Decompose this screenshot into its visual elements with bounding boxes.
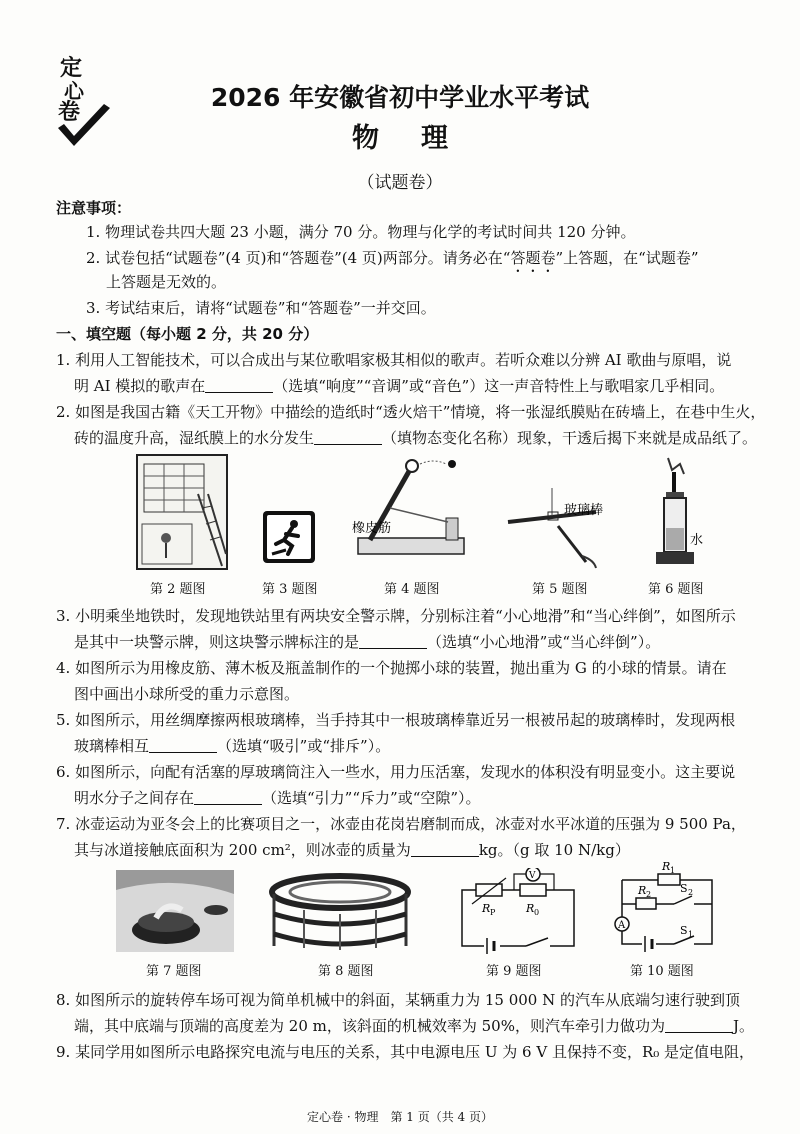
figure-caption: 第 3 题图 xyxy=(262,582,318,597)
question-text: 玻璃棒相互 （选填“吸引”或“排斥”）。 xyxy=(74,737,391,755)
label-r0: R xyxy=(526,902,535,915)
notice-heading: 注意事项： xyxy=(56,199,132,217)
answer-blank[interactable] xyxy=(194,790,262,805)
label-r1: R xyxy=(662,860,671,873)
question-text: 2. 如图是我国古籍《天工开物》中描绘的造纸时“透火焙干”情境，将一张湿纸膜贴在砖墙上，在巷中生火， xyxy=(56,403,766,421)
question-text: 3. 小明乘坐地铁时，发现地铁站里有两块安全警示牌，分别标注着“小心地滑”和“当心绊倒”，如图所示 xyxy=(56,607,736,625)
question-text: 其与冰道接触底面积为 200 cm²，则冰壶的质量为 kg。（g 取 10 N/kg） xyxy=(74,841,630,859)
svg-text:2: 2 xyxy=(646,890,652,899)
svg-text:1: 1 xyxy=(688,930,694,939)
question-text: 图中画出小球所受的重力示意图。 xyxy=(74,685,300,703)
question-text: 6. 如图所示，向配有活塞的厚玻璃筒注入一些水，用力压活塞，发现水的体积没有明显变小。这主要说 xyxy=(56,763,736,781)
question-text: 是其中一块警示牌，则这块警示牌标注的是 （选填“小心地滑”或“当心绊倒”）。 xyxy=(74,633,661,651)
svg-text:1: 1 xyxy=(670,866,676,875)
figure-glass-rods xyxy=(506,486,616,570)
label-rp: R xyxy=(482,902,491,915)
label-s1: S xyxy=(680,924,688,937)
question-text: 5. 如图所示，用丝绸摩擦两根玻璃棒，当手持其中一根玻璃棒靠近另一根被吊起的玻璃棒时，发现两根 xyxy=(56,711,736,729)
figure-parking-spiral xyxy=(264,870,412,952)
figure-caption: 第 10 题图 xyxy=(630,964,694,979)
svg-text:0: 0 xyxy=(534,908,540,917)
label-water: 水 xyxy=(690,533,704,548)
figure-catapult xyxy=(350,458,470,566)
figure-caption: 第 8 题图 xyxy=(318,964,374,979)
figure-caption: 第 6 题图 xyxy=(648,582,704,597)
answer-blank[interactable] xyxy=(149,738,217,753)
figure-caption: 第 5 题图 xyxy=(532,582,588,597)
notice-item: 3. 考试结束后，请将“试题卷”和“答题卷”一并交回。 xyxy=(86,299,436,317)
question-text: 端，其中底端与顶端的高度差为 20 m，该斜面的机械效率为 50%，则汽车牵引力做功为 J。 xyxy=(74,1017,754,1035)
notice-item: 2. 试卷包括“试题卷”(4 页)和“答题卷”(4 页)两部分。请务必在“答题卷”上答题，在“试题卷” xyxy=(86,249,699,267)
stamp-char: 心 xyxy=(64,79,84,103)
stamp-char: 卷 xyxy=(58,100,81,125)
figure-caption: 第 9 题图 xyxy=(486,964,542,979)
emphasis-text: 答题卷 xyxy=(510,249,556,267)
question-text: 明水分子之间存在 （选填“引力”“斥力”或“空隙”）。 xyxy=(74,789,481,807)
label-s2: S xyxy=(680,882,688,895)
page-footer: 定心卷 · 物理 第 1 页（共 4 页） xyxy=(307,1110,493,1124)
voltmeter-icon: V xyxy=(529,871,536,881)
figure-curling xyxy=(116,870,234,952)
exam-title: 2026 年安徽省初中学业水平考试 xyxy=(210,83,590,112)
question-text: 8. 如图所示的旋转停车场可视为简单机械中的斜面，某辆重力为 15 000 N 的汽车从底端匀速行驶到顶 xyxy=(56,991,740,1009)
notice-item: 上答题是无效的。 xyxy=(106,273,227,291)
question-text: 4. 如图所示为用橡皮筋、薄木板及瓶盖制作的一个抛掷小球的装置，抛出重为 G 的小球的情景。请在 xyxy=(56,659,727,677)
notice-item: 1. 物理试卷共四大题 23 小题，满分 70 分。物理与化学的考试时间共 120 分钟。 xyxy=(86,223,636,241)
question-text: 1. 利用人工智能技术，可以合成出与某位歌唱家极其相似的歌声。若听众难以分辨 AI 歌曲与原唱，说 xyxy=(56,351,732,369)
answer-blank[interactable] xyxy=(411,842,479,857)
figure-caption: 第 2 题图 xyxy=(150,582,206,597)
section-heading: 一、填空题（每小题 2 分，共 20 分） xyxy=(56,325,319,343)
question-text: 砖的温度升高，湿纸膜上的水分发生 （填物态变化名称）现象，干透后揭下来就是成品纸了。 xyxy=(74,429,758,447)
label-rubber-band: 橡皮筋 xyxy=(352,521,392,536)
ammeter-icon: A xyxy=(618,920,626,931)
answer-blank[interactable] xyxy=(205,378,273,393)
svg-text:2: 2 xyxy=(688,888,694,897)
svg-text:P: P xyxy=(490,908,496,917)
question-text: 7. 冰壶运动为亚冬会上的比赛项目之一，冰壶由花岗岩磨制而成，冰壶对水平冰道的压强为 9 500 Pa， xyxy=(56,815,746,833)
figure-warning-sign xyxy=(262,510,316,564)
subject-title: 物理 xyxy=(352,123,490,154)
figure-caption: 第 4 题图 xyxy=(384,582,440,597)
figure-circuit-10 xyxy=(608,860,720,956)
figure-circuit-9 xyxy=(456,868,584,954)
figure-piston-cylinder xyxy=(648,456,714,568)
question-text: 明 AI 模拟的歌声在 （选填“响度”“音调”或“音色”）这一声音特性上与歌唱家几乎相同。 xyxy=(74,377,725,395)
label-glass-rod: 玻璃棒 xyxy=(564,503,604,518)
answer-blank[interactable] xyxy=(359,634,427,649)
question-text: 9. 某同学用如图所示电路探究电流与电压的关系，其中电源电压 U 为 6 V 且保持不变，R₀ 是定值电阻， xyxy=(56,1043,755,1061)
answer-blank[interactable] xyxy=(314,430,382,445)
stamp-char: 定 xyxy=(60,56,83,81)
paper-type: （试题卷） xyxy=(357,173,443,193)
label-r2: R xyxy=(638,884,647,897)
answer-blank[interactable] xyxy=(665,1018,733,1033)
figure-paper-making xyxy=(136,454,228,570)
figure-caption: 第 7 题图 xyxy=(146,964,202,979)
